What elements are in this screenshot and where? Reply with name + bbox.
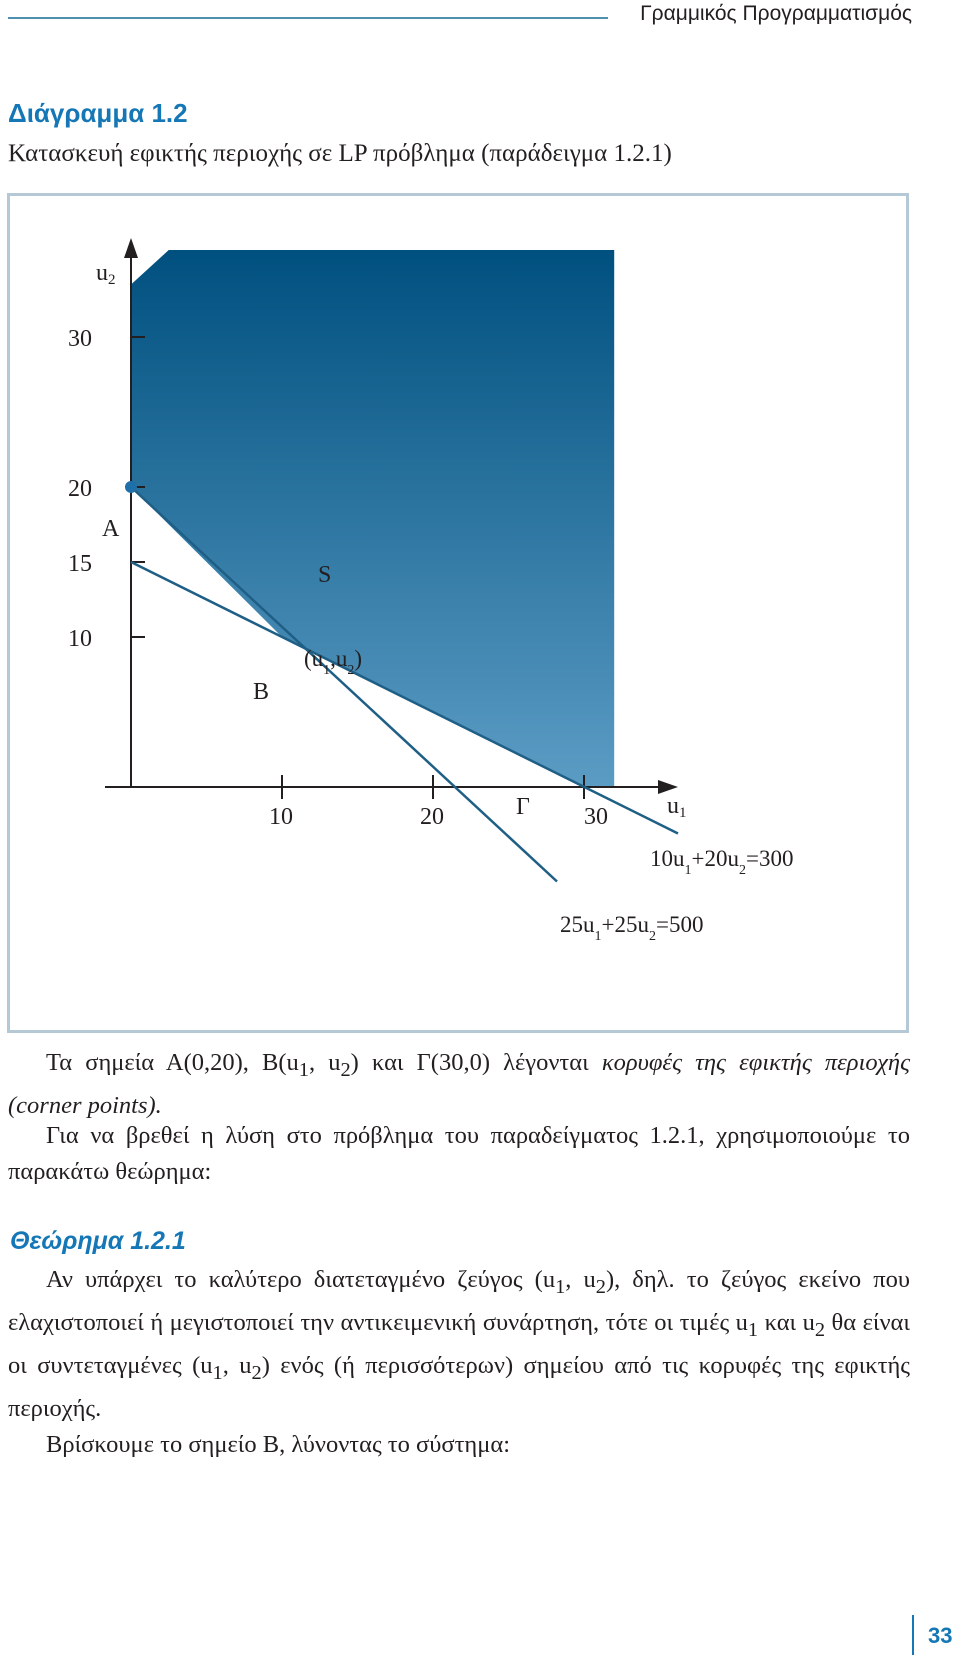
- theorem-title: Θεώρημα 1.2.1: [10, 1227, 186, 1255]
- point-label-Gamma: Γ: [516, 794, 530, 820]
- y-axis-arrow: [124, 238, 138, 258]
- x-axis-arrow: [658, 780, 678, 794]
- t1-sub-2: 2: [595, 1275, 606, 1298]
- t1-sub-4: 2: [814, 1318, 826, 1341]
- constraint-label-1: $10u_1+20u_2=300$: [650, 846, 794, 878]
- t1-text-d: και u: [758, 1308, 815, 1336]
- figure-frame: [7, 193, 909, 1033]
- point-label-B: B: [253, 679, 270, 705]
- page-number: 33: [928, 1623, 953, 1648]
- t1-text-c: ), δηλ. το ζεύγος εκείνο που ελαχιστοποιεί ή μεγιστοποιεί την αντικειμενική συνάρτηση, τότε οι τιμές u: [8, 1266, 910, 1336]
- constraint-label-2: $25u_1+25u_2=500$: [560, 912, 704, 944]
- feasible-region-chart: [10, 196, 906, 1030]
- t1-sub-6: 2: [251, 1361, 262, 1384]
- body-paragraph-1: [8, 1045, 910, 1124]
- t1-text-b: , u: [565, 1266, 596, 1293]
- point-label-u1-u2: $(u_1,u_2)$: [304, 646, 363, 678]
- t1-sub-3: 1: [747, 1318, 759, 1341]
- body-paragraph-2: [8, 1118, 910, 1190]
- theorem-body: [8, 1262, 910, 1463]
- figure-caption: Κατασκευή εφικτής περιοχής σε LP πρόβλημα (παράδειγμα 1.2.1): [8, 140, 672, 167]
- t1-sub-5: 1: [212, 1361, 223, 1384]
- t1-text-g: ) ενός (ή περισσότερων) σημείου από τις κορυφές της εφικτής περιοχής.: [8, 1351, 910, 1422]
- y-tick-label-20: 20: [68, 476, 92, 502]
- p1-emphasis: κορυφές της εφικτής περιοχής (corner points).: [8, 1049, 911, 1119]
- t1-sub-1: 1: [555, 1275, 566, 1298]
- running-title: Γραμμικός Προγραμματισμός: [640, 2, 912, 25]
- p1-text-c: ) και Γ(30,0) λέγονται: [350, 1049, 602, 1076]
- p1-sub-1: 1: [298, 1058, 309, 1081]
- p1-sub-2: 2: [340, 1058, 351, 1081]
- chart-layer: [68, 238, 793, 944]
- corner-point-A: [125, 481, 137, 493]
- feasible-region-S: [131, 250, 614, 787]
- p2-text: Για να βρεθεί η λύση στο πρόβλημα του παραδείγματος 1.2.1, χρησιμοποιούμε το παρακάτω θεώρημα:: [8, 1122, 910, 1185]
- x-tick-label-10: 10: [269, 804, 293, 830]
- figure-label: Διάγραμμα 1.2: [8, 98, 188, 128]
- y-axis-label: u2: [96, 260, 116, 288]
- x-axis-label: u1: [667, 793, 687, 821]
- region-label-S: S: [318, 562, 332, 588]
- t1-text-f: , u: [222, 1351, 252, 1379]
- y-tick-label-10: 10: [68, 626, 92, 652]
- point-label-A: A: [102, 516, 120, 542]
- x-tick-label-30: 30: [584, 804, 608, 830]
- t1-text-a: Αν υπάρχει το καλύτερο διατεταγμένο ζεύγος (u: [46, 1266, 556, 1293]
- p1-text-a: Τα σημεία Α(0,20), Β(u: [46, 1049, 299, 1076]
- x-tick-label-20: 20: [420, 804, 444, 830]
- page-number-rule: [912, 1615, 914, 1655]
- p3-text: Βρίσκουμε το σημείο Β, λύνοντας το σύστημα:: [46, 1430, 511, 1458]
- y-tick-label-15: 15: [68, 551, 92, 577]
- p1-text-b: , u: [308, 1049, 341, 1076]
- y-tick-label-30: 30: [68, 326, 92, 352]
- header-rule: [8, 17, 608, 19]
- t1-text-e: θα είναι οι συντεταγμένες (u: [8, 1308, 910, 1379]
